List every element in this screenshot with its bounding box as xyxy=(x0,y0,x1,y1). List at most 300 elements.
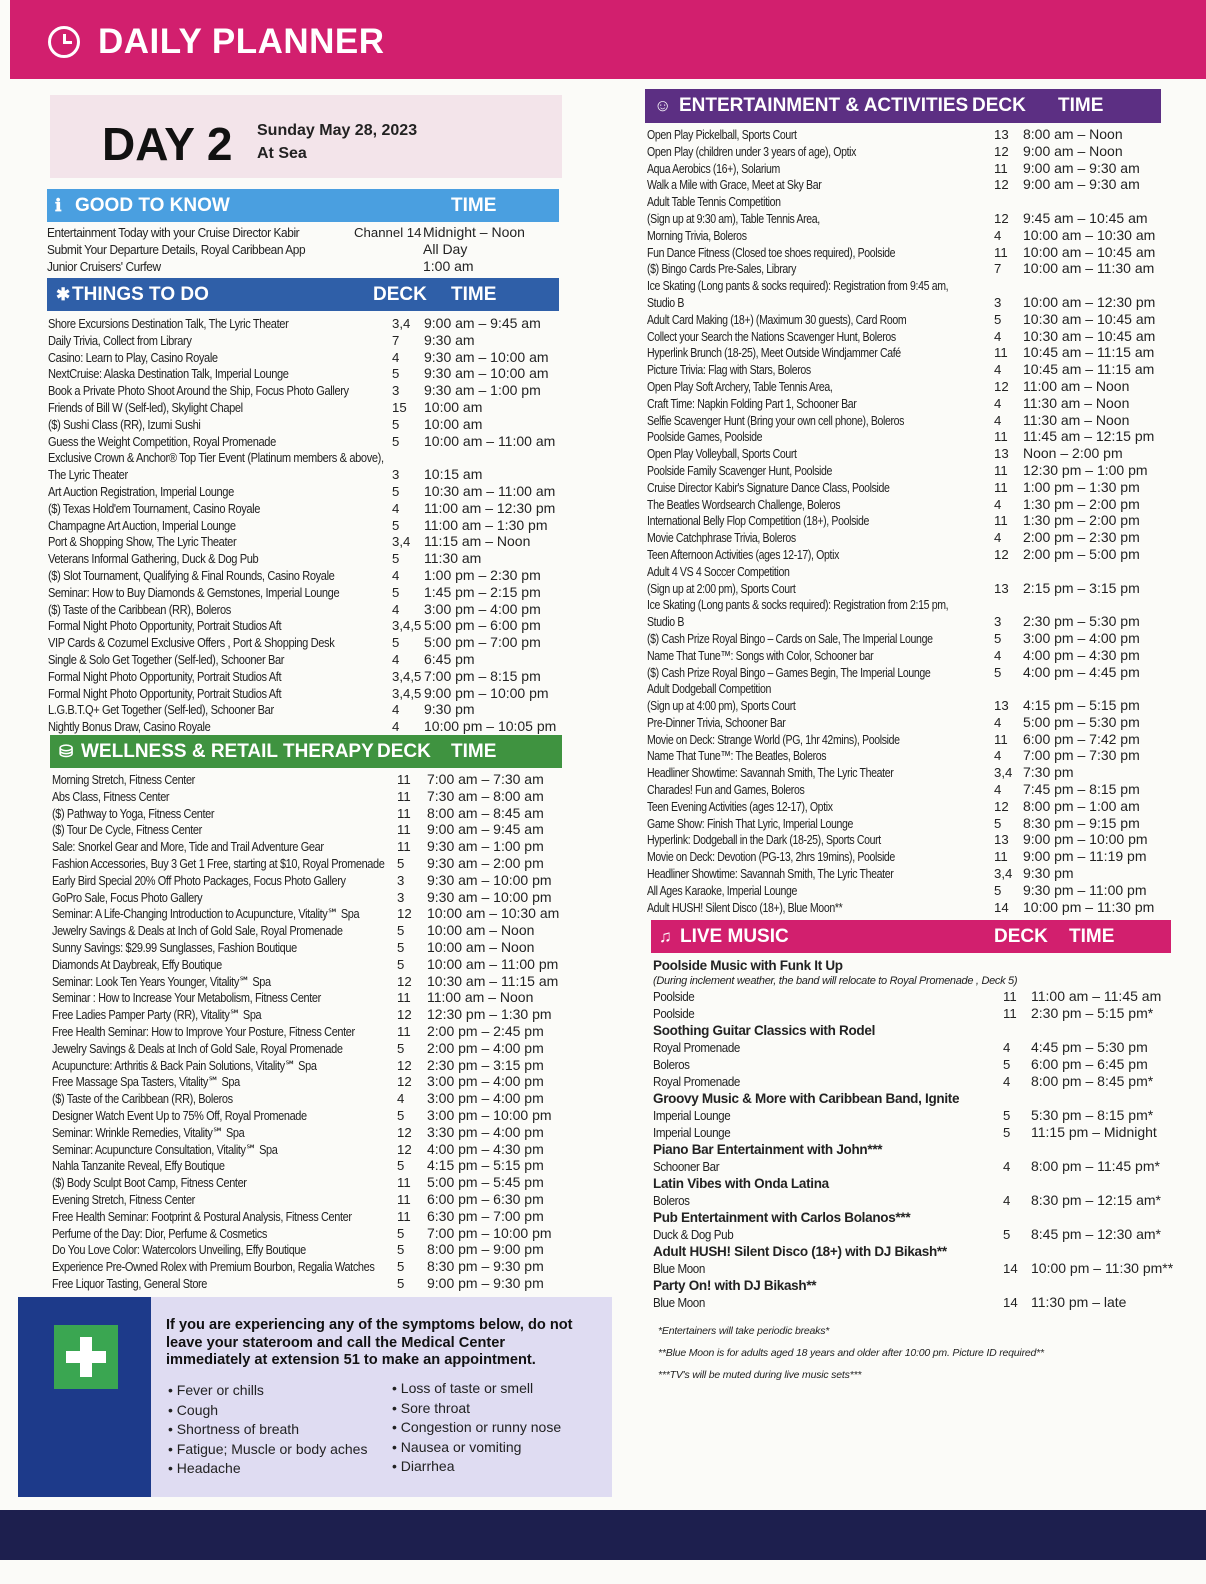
event-deck: 5 xyxy=(1003,1125,1011,1140)
section-title: ENTERTAINMENT & ACTIVITIES xyxy=(679,95,969,116)
symptom-item: • Diarrhea xyxy=(392,1457,561,1477)
event-time: 2:00 pm – 5:00 pm xyxy=(1023,545,1140,562)
event-name: Junior Cruisers' Curfew xyxy=(47,258,161,274)
venue-name: Boleros xyxy=(653,1057,690,1072)
list-item xyxy=(647,378,1167,395)
event-deck: 13 xyxy=(994,580,1009,596)
symptom-item: • Loss of taste or smell xyxy=(392,1379,561,1399)
list-item xyxy=(48,718,568,735)
event-name: Exclusive Crown & Anchor® Top Tier Event (Platinum members & above), xyxy=(48,450,384,466)
event-deck: Channel 14 xyxy=(354,225,422,240)
event-deck: 5 xyxy=(392,433,400,449)
list-item xyxy=(653,1158,1183,1175)
list-item xyxy=(48,584,568,601)
list-item xyxy=(647,294,1167,311)
event-name: Diamonds At Daybreak, Effy Boutique xyxy=(52,956,222,972)
event-name: ($) Slot Tournament, Qualifying & Final Rounds, Casino Royale xyxy=(48,567,335,583)
venue-name: Poolside xyxy=(653,1006,695,1021)
event-deck: 11 xyxy=(397,822,411,838)
list-item xyxy=(48,617,568,634)
event-name: Aqua Aerobics (16+), Solarium xyxy=(647,160,780,176)
event-deck: 5 xyxy=(397,1259,405,1275)
list-item xyxy=(52,956,572,973)
event-name: Casino: Learn to Play, Casino Royale xyxy=(48,349,218,365)
event-time: 12:30 pm – 1:00 pm xyxy=(1023,461,1148,478)
event-deck: 5 xyxy=(994,664,1002,680)
event-deck: 11 xyxy=(397,772,411,787)
event-time: 8:00 pm – 1:00 am xyxy=(1023,797,1140,814)
list-item xyxy=(647,680,1167,697)
event-deck: 3 xyxy=(994,614,1002,630)
list-item xyxy=(52,1107,572,1124)
event-name: ($) Taste of the Caribbean (RR), Boleros xyxy=(48,601,231,617)
event-name: Movie Catchphrase Trivia, Boleros xyxy=(647,530,796,546)
list-item xyxy=(52,805,572,822)
list-item xyxy=(48,567,568,584)
event-time: 6:45 pm xyxy=(424,650,475,667)
performer-name: Latin Vibes with Onda Latina xyxy=(653,1176,829,1191)
deck-column-label: DECK xyxy=(972,95,1026,116)
event-time: 9:00 pm – 10:00 pm xyxy=(424,684,549,701)
medical-sidebar xyxy=(18,1297,151,1497)
event-time: 3:00 pm – 4:00 pm xyxy=(427,1073,544,1090)
list-item xyxy=(653,1124,1183,1141)
event-deck: 4 xyxy=(1003,1074,1011,1089)
event-time: 6:00 pm – 6:30 pm xyxy=(427,1190,544,1207)
performer-group xyxy=(653,1141,1183,1158)
event-name: Adult Dodgeball Competition xyxy=(647,681,771,697)
event-deck: 12 xyxy=(397,1057,412,1073)
event-deck: 4 xyxy=(994,782,1002,798)
list-item xyxy=(52,889,572,906)
event-time: 10:45 am – 11:15 am xyxy=(1023,344,1155,361)
event-time: 5:00 pm – 6:00 pm xyxy=(424,617,541,634)
event-time: All Day xyxy=(423,240,468,257)
event-name: Sale: Snorkel Gear and More, Tide and Trail Adventure Gear xyxy=(52,839,324,855)
event-time: 10:45 am – 11:15 am xyxy=(1023,361,1155,378)
event-name: Seminar: Look Ten Years Younger, Vitality℠ Spa xyxy=(52,973,271,989)
event-deck: 3,4 xyxy=(994,765,1013,781)
list-item xyxy=(647,395,1167,412)
event-name: Movie on Deck: Devotion (PG-13, 2hrs 19mins), Poolside xyxy=(647,849,895,865)
event-deck: 12 xyxy=(994,378,1009,394)
event-deck: 13 xyxy=(994,127,1009,142)
event-deck: 11 xyxy=(994,345,1008,361)
event-deck: 12 xyxy=(994,177,1009,193)
performer-name: Groovy Music & More with Caribbean Band, Ignite xyxy=(653,1091,960,1106)
list-item xyxy=(52,838,572,855)
event-name: Picture Trivia: Flag with Stars, Boleros xyxy=(647,362,811,378)
event-deck: 12 xyxy=(397,1141,412,1157)
event-name: Walk a Mile with Grace, Meet at Sky Bar xyxy=(647,177,822,193)
list-item xyxy=(52,788,572,805)
event-deck: 5 xyxy=(392,517,400,533)
event-time: 9:30 am – 1:00 pm xyxy=(424,382,541,399)
event-deck: 5 xyxy=(994,311,1002,327)
event-name: Free Massage Spa Tasters, Vitality℠ Spa xyxy=(52,1074,240,1090)
page-header xyxy=(10,0,1206,79)
event-deck: 5 xyxy=(397,855,405,871)
event-name: ($) Sushi Class (RR), Izumi Sushi xyxy=(48,416,201,432)
list-item xyxy=(647,563,1167,580)
list-item xyxy=(48,651,568,668)
entertainment-header xyxy=(645,89,1161,123)
list-item xyxy=(48,449,568,466)
event-deck: 5 xyxy=(392,551,400,567)
event-name: Jewelry Savings & Deals at Inch of Gold Sale, Royal Promenade xyxy=(52,1040,343,1056)
event-deck: 5 xyxy=(1003,1057,1011,1072)
event-time: 1:30 pm – 2:00 pm xyxy=(1023,495,1140,512)
event-name: Book a Private Photo Shoot Around the Ship, Focus Photo Gallery xyxy=(48,383,349,399)
event-name: Poolside Games, Poolside xyxy=(647,429,763,445)
performer-name: Party On! with DJ Bikash** xyxy=(653,1278,817,1293)
activity-icon: ✱ xyxy=(56,285,71,304)
event-time: 10:00 am – Noon xyxy=(427,922,535,939)
list-item xyxy=(647,831,1167,848)
things-to-do-header xyxy=(47,278,559,311)
event-deck: 11 xyxy=(994,244,1008,260)
list-item xyxy=(52,1225,572,1242)
footnote: **Blue Moon is for adults aged 18 years and older after 10:00 pm. Picture ID required** xyxy=(658,1347,1044,1359)
event-name: Submit Your Departure Details, Royal Caribbean App xyxy=(47,241,306,257)
event-deck: 11 xyxy=(397,1175,411,1191)
clock-icon xyxy=(48,26,80,58)
event-deck: 5 xyxy=(392,416,400,432)
event-time: 11:30 am – Noon xyxy=(1023,411,1130,428)
event-deck: 3,4,5 xyxy=(392,685,422,701)
event-name: Seminar: How to Buy Diamonds & Gemstones, Imperial Lounge xyxy=(48,584,340,600)
symptom-item: • Fever or chills xyxy=(168,1381,367,1401)
event-time: 7:30 am – 8:00 am xyxy=(427,787,544,804)
mask-icon: ☺ xyxy=(654,96,672,115)
event-deck: 5 xyxy=(1003,1227,1011,1242)
list-item xyxy=(52,1174,572,1191)
day-info xyxy=(50,95,562,178)
event-name: Veterans Informal Gathering, Duck & Dog Pub xyxy=(48,551,259,567)
event-time: 9:30 am xyxy=(424,331,475,348)
deck-column-label: DECK xyxy=(373,284,427,305)
event-time: 9:00 pm – 11:19 pm xyxy=(1023,848,1147,865)
event-name: Open Play Pickelball, Sports Court xyxy=(647,127,797,142)
list-item xyxy=(647,210,1167,227)
deck-column-label: DECK xyxy=(994,926,1048,947)
event-time: 10:30 am – 11:15 am xyxy=(427,972,559,989)
event-name: ($) Bingo Cards Pre-Sales, Library xyxy=(647,261,797,277)
event-time: 5:00 pm – 5:30 pm xyxy=(1023,713,1140,730)
event-time: 8:30 pm – 9:30 pm xyxy=(427,1258,544,1275)
event-name: Studio B xyxy=(647,294,685,310)
list-item xyxy=(52,939,572,956)
event-time: 9:00 am – Noon xyxy=(1023,142,1123,159)
event-deck: 11 xyxy=(994,462,1008,478)
event-time: Noon – 2:00 pm xyxy=(1023,445,1123,462)
event-deck: 4 xyxy=(392,500,400,516)
event-time: 2:30 pm – 5:30 pm xyxy=(1023,613,1140,630)
event-deck: 4 xyxy=(1003,1159,1011,1174)
event-time: 10:30 am – 10:45 am xyxy=(1023,310,1156,327)
list-item xyxy=(647,546,1167,563)
venue-name: Poolside xyxy=(653,989,695,1004)
event-deck: 12 xyxy=(994,546,1009,562)
event-deck: 4 xyxy=(994,496,1002,512)
symptom-item: • Nausea or vomiting xyxy=(392,1438,561,1458)
event-name: ($) Pathway to Yoga, Fitness Center xyxy=(52,805,215,821)
list-item xyxy=(52,1157,572,1174)
list-item xyxy=(52,1073,572,1090)
event-time: 2:15 pm – 3:15 pm xyxy=(1023,579,1140,596)
event-deck: 3 xyxy=(392,467,400,483)
section-title: WELLNESS & RETAIL THERAPY xyxy=(81,741,374,762)
event-time: 9:45 am – 10:45 am xyxy=(1023,209,1148,226)
performer-group xyxy=(653,1090,1183,1107)
performer-name: Poolside Music with Funk It Up xyxy=(653,958,843,973)
symptom-item: • Fatigue; Muscle or body aches xyxy=(168,1440,367,1460)
event-deck: 5 xyxy=(397,1225,405,1241)
event-time: 6:30 pm – 7:00 pm xyxy=(427,1207,544,1224)
deck-column-label: DECK xyxy=(377,741,431,762)
event-time: 8:45 pm – 12:30 am* xyxy=(1031,1226,1161,1242)
event-time: 10:00 pm – 11:30 pm** xyxy=(1031,1260,1174,1276)
list-item xyxy=(653,1192,1183,1209)
event-time: 7:00 am – 7:30 am xyxy=(427,771,544,787)
event-name: Single & Solo Get Together (Self-led), Schooner Bar xyxy=(48,651,285,667)
list-item xyxy=(52,1191,572,1208)
event-name: Daily Trivia, Collect from Library xyxy=(48,332,192,348)
event-name: Formal Night Photo Opportunity, Portrait Studios Aft xyxy=(48,685,282,701)
list-item xyxy=(52,1124,572,1141)
event-deck: 5 xyxy=(994,815,1002,831)
medical-cross-icon xyxy=(54,1325,118,1389)
list-item xyxy=(647,596,1167,613)
event-time: 4:00 pm – 4:30 pm xyxy=(1023,646,1140,663)
event-deck: 3 xyxy=(397,889,405,905)
event-time: 5:00 pm – 7:00 pm xyxy=(424,634,541,651)
event-name: L.G.B.T.Q+ Get Together (Self-led), Schooner Bar xyxy=(48,702,274,718)
event-name: ($) Texas Hold'em Tournament, Casino Royale xyxy=(48,500,261,516)
event-deck: 11 xyxy=(994,849,1008,865)
list-item xyxy=(48,634,568,651)
section-title: GOOD TO KNOW xyxy=(75,195,230,216)
event-time: 9:30 am – 10:00 am xyxy=(424,365,549,382)
list-item xyxy=(52,1040,572,1057)
section-title: LIVE MUSIC xyxy=(680,926,789,947)
info-icon: ℹ xyxy=(55,196,62,215)
event-deck: 3 xyxy=(397,872,405,888)
things-to-do-list xyxy=(48,315,568,735)
event-deck: 15 xyxy=(392,399,407,415)
list-item xyxy=(647,277,1167,294)
list-item xyxy=(48,416,568,433)
event-deck: 11 xyxy=(397,788,411,804)
venue-name: Blue Moon xyxy=(653,1295,705,1310)
list-item xyxy=(48,433,568,450)
event-time: 10:30 am – 11:00 am xyxy=(424,482,556,499)
event-name: Studio B xyxy=(647,614,685,630)
list-item xyxy=(647,764,1167,781)
event-deck: 5 xyxy=(397,939,405,955)
event-name: Designer Watch Event Up to 75% Off, Royal Promenade xyxy=(52,1107,307,1123)
event-time: 1:00 pm – 1:30 pm xyxy=(1023,478,1140,495)
list-item xyxy=(647,865,1167,882)
event-name: Abs Class, Fitness Center xyxy=(52,788,170,804)
event-name: Experience Pre-Owned Rolex with Premium Bourbon, Regalia Watches xyxy=(52,1259,375,1275)
venue-note xyxy=(653,974,1183,988)
time-column-label: TIME xyxy=(1069,926,1115,947)
event-name: Free Ladies Pamper Party (RR), Vitality℠ Spa xyxy=(52,1007,262,1023)
list-item xyxy=(48,601,568,618)
event-name: Headliner Showtime: Savannah Smith, The Lyric Theater xyxy=(647,866,894,882)
list-item xyxy=(653,988,1183,1005)
event-deck: 5 xyxy=(397,1040,405,1056)
good-to-know-list xyxy=(47,224,567,274)
performer-group xyxy=(653,1022,1183,1039)
event-deck: 4 xyxy=(392,651,400,667)
event-time: 10:00 am – 12:30 pm xyxy=(1023,293,1156,310)
event-name: Craft Time: Napkin Folding Part 1, Schooner Bar xyxy=(647,395,857,411)
list-item xyxy=(647,244,1167,261)
list-item xyxy=(52,989,572,1006)
event-deck: 11 xyxy=(994,731,1008,747)
event-time: 3:30 pm – 4:00 pm xyxy=(427,1123,544,1140)
event-deck: 12 xyxy=(397,973,412,989)
event-deck: 11 xyxy=(994,160,1008,176)
list-item xyxy=(52,855,572,872)
event-time: 11:00 am – Noon xyxy=(427,989,534,1006)
event-name: Cruise Director Kabir's Signature Dance Class, Poolside xyxy=(647,479,890,495)
list-item xyxy=(47,224,567,241)
list-item xyxy=(647,714,1167,731)
event-deck: 4 xyxy=(392,567,400,583)
list-item xyxy=(48,399,568,416)
event-time: 1:00 am xyxy=(423,257,474,274)
event-name: GoPro Sale, Focus Photo Gallery xyxy=(52,889,203,905)
list-item xyxy=(653,1039,1183,1056)
event-time: 10:00 am – 10:30 am xyxy=(427,905,560,922)
event-time: 11:00 am – 12:30 pm xyxy=(424,499,556,516)
event-name: Hyperlink: Dodgeball in the Dark (18-25), Sports Court xyxy=(647,832,881,848)
list-item xyxy=(52,821,572,838)
event-time: 4:15 pm – 5:15 pm xyxy=(427,1157,544,1174)
event-deck: 11 xyxy=(1003,1006,1017,1021)
event-name: Morning Trivia, Boleros xyxy=(647,227,747,243)
medical-notice xyxy=(18,1297,612,1497)
list-item xyxy=(647,899,1167,916)
list-item xyxy=(647,479,1167,496)
list-item xyxy=(647,882,1167,899)
list-item xyxy=(48,365,568,382)
event-name: Nahla Tanzanite Reveal, Effy Boutique xyxy=(52,1158,225,1174)
performer-group xyxy=(653,1209,1183,1226)
event-name: NextCruise: Alaska Destination Talk, Imperial Lounge xyxy=(48,366,289,382)
event-time: 11:45 am – 12:15 pm xyxy=(1023,428,1155,445)
event-name: Art Auction Registration, Imperial Lounge xyxy=(48,483,234,499)
list-item xyxy=(647,664,1167,681)
event-time: 10:00 am – 11:00 am xyxy=(424,432,556,449)
live-music-header xyxy=(651,920,1171,953)
event-deck: 14 xyxy=(994,899,1009,915)
event-deck: 11 xyxy=(397,839,411,855)
event-time: 7:00 pm – 8:15 pm xyxy=(424,667,541,684)
event-time: 4:45 pm – 5:30 pm xyxy=(1031,1039,1148,1055)
event-deck: 11 xyxy=(397,1208,411,1224)
list-item xyxy=(647,613,1167,630)
event-time: 10:00 am xyxy=(424,398,483,415)
event-deck: 11 xyxy=(994,513,1008,529)
event-name: Hyperlink Brunch (18-25), Meet Outside Windjammer Café xyxy=(647,345,901,361)
event-time: 9:30 am – 1:00 pm xyxy=(427,838,544,855)
event-time: 5:30 pm – 8:15 pm* xyxy=(1031,1107,1154,1123)
event-time: 9:00 am – 9:30 am xyxy=(1023,159,1140,176)
event-name: ($) Taste of the Caribbean (RR), Boleros xyxy=(52,1091,233,1107)
event-time: 4:15 pm – 5:15 pm xyxy=(1023,697,1140,714)
event-time: 1:30 pm – 2:00 pm xyxy=(1023,512,1140,529)
list-item xyxy=(647,815,1167,832)
list-item xyxy=(52,771,572,788)
event-deck: 5 xyxy=(397,923,405,939)
event-time: 8:00 pm – 11:45 pm* xyxy=(1031,1158,1160,1174)
footnote: ***TV's will be muted during live music sets*** xyxy=(658,1369,862,1381)
event-deck: 12 xyxy=(994,798,1009,814)
event-name: Game Show: Finish That Lyric, Imperial Lounge xyxy=(647,815,854,831)
list-item xyxy=(52,1057,572,1074)
event-name: Evening Stretch, Fitness Center xyxy=(52,1191,195,1207)
event-name: Adult Table Tennis Competition xyxy=(647,194,781,210)
list-item xyxy=(647,361,1167,378)
list-item xyxy=(653,1005,1183,1022)
event-deck: 4 xyxy=(392,601,400,617)
event-time: 6:00 pm – 6:45 pm xyxy=(1031,1056,1148,1072)
list-item xyxy=(52,1208,572,1225)
event-name: Teen Afternoon Activities (ages 12-17), Optix xyxy=(647,546,839,562)
event-deck: 3 xyxy=(392,383,400,399)
event-time: 8:00 pm – 8:45 pm* xyxy=(1031,1073,1154,1089)
list-item xyxy=(48,382,568,399)
list-item xyxy=(653,1260,1183,1277)
event-time: 9:30 pm xyxy=(424,701,475,718)
event-deck: 13 xyxy=(994,446,1009,462)
event-deck: 5 xyxy=(392,483,400,499)
event-name: ($) Cash Prize Royal Bingo – Cards on Sale, The Imperial Lounge xyxy=(647,630,933,646)
list-item xyxy=(653,1056,1183,1073)
list-item xyxy=(647,445,1167,462)
event-time: 1:00 pm – 2:30 pm xyxy=(424,566,541,583)
event-name: ($) Body Sculpt Boot Camp, Fitness Center xyxy=(52,1175,247,1191)
time-column-label: TIME xyxy=(451,284,497,305)
event-deck: 4 xyxy=(392,719,400,735)
symptom-item: • Congestion or runny nose xyxy=(392,1418,561,1438)
venue-name: Royal Promenade xyxy=(653,1040,740,1055)
event-deck: 12 xyxy=(397,1074,412,1090)
event-name: Selfie Scavenger Hunt (Bring your own cell phone), Boleros xyxy=(647,412,905,428)
event-deck: 11 xyxy=(1003,989,1017,1004)
symptom-item: • Headache xyxy=(168,1459,367,1479)
event-time: 3:00 pm – 4:00 pm xyxy=(424,600,541,617)
list-item xyxy=(647,848,1167,865)
time-column-label: TIME xyxy=(1058,95,1104,116)
list-item xyxy=(48,500,568,517)
event-name: Ice Skating (Long pants & socks required): Registration from 9:45 am, xyxy=(647,278,949,294)
list-item xyxy=(48,315,568,332)
music-note-icon: ♫ xyxy=(659,927,672,946)
list-item xyxy=(647,512,1167,529)
venue-name: Duck & Dog Pub xyxy=(653,1227,734,1242)
event-deck: 3,4,5 xyxy=(392,668,422,684)
list-item xyxy=(52,973,572,990)
list-item xyxy=(647,496,1167,513)
list-item xyxy=(647,344,1167,361)
event-name: Poolside Family Scavenger Hunt, Poolside xyxy=(647,462,832,478)
event-time: 9:30 am – 10:00 pm xyxy=(427,871,552,888)
